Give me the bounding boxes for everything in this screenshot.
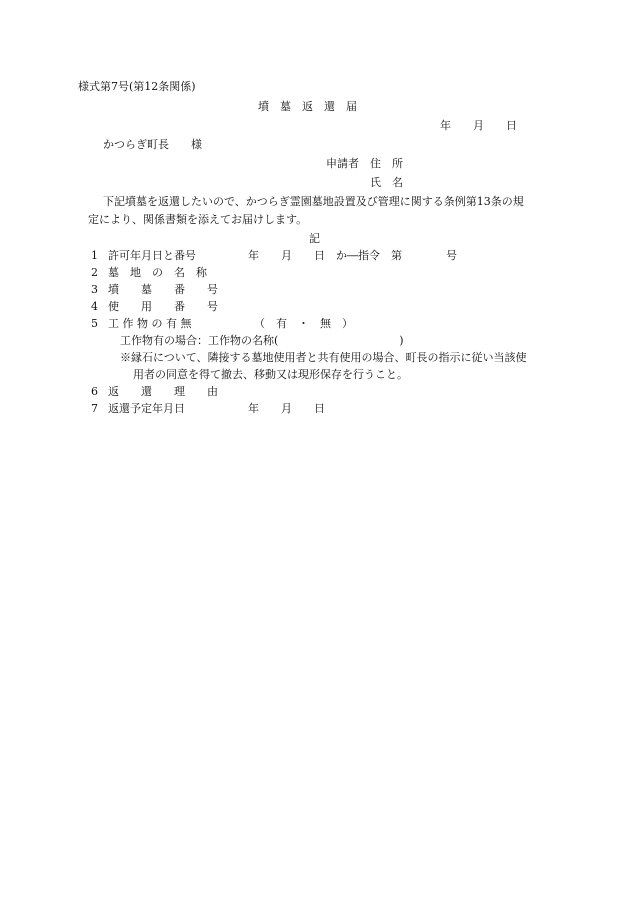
item-number: 3 (91, 283, 98, 296)
item-value: 年 月 日 か―指令 第 号 (248, 249, 457, 262)
date-line: 年 月 日 (440, 119, 517, 132)
item-number: 1 (91, 249, 98, 262)
body-text-line-2: 定により、関係書類を添えてお届けします。 (88, 213, 308, 226)
applicant-name-label: 氏 名 (370, 176, 403, 189)
item-label: 墳 墓 番 号 (108, 283, 218, 296)
item-number: 5 (91, 317, 98, 330)
item-number: 4 (91, 300, 98, 313)
item-label: 工 作 物 の 有 無 (108, 317, 192, 330)
body-text-line-1: 下記墳墓を返還したいので、かつらぎ霊園墓地設置及び管理に関する条例第13条の規 (103, 195, 524, 208)
item-label: 許可年月日と番号 (108, 249, 196, 262)
structure-name-line: 工作物有の場合：工作物の名称( ) (120, 334, 404, 347)
item-number: 7 (91, 402, 98, 415)
applicant-address-label: 申請者 住 所 (326, 157, 403, 170)
item-number: 6 (91, 385, 98, 398)
item-label: 返 還 理 由 (108, 385, 218, 398)
item-number: 2 (91, 266, 98, 279)
item-label: 墓 地 の 名 称 (108, 266, 207, 279)
item-label: 使 用 番 号 (108, 300, 218, 313)
document-title: 墳 墓 返 還 届 (258, 100, 357, 113)
ki-heading: 記 (309, 232, 320, 245)
form-number-label: 様式第7号(第12条関係) (78, 80, 196, 93)
addressee: かつらぎ町長 様 (103, 138, 202, 151)
item-value: （ 有 ・ 無 ） (254, 317, 353, 330)
note-line-2: 用者の同意を得て撤去、移動又は現形保存を行うこと。 (133, 368, 408, 381)
item-value: 年 月 日 (248, 402, 325, 415)
item-label: 返還予定年月日 (108, 402, 185, 415)
note-line-1: ※縁石について、隣接する墓地使用者と共有使用の場合、町長の指示に従い当該使 (120, 351, 527, 364)
